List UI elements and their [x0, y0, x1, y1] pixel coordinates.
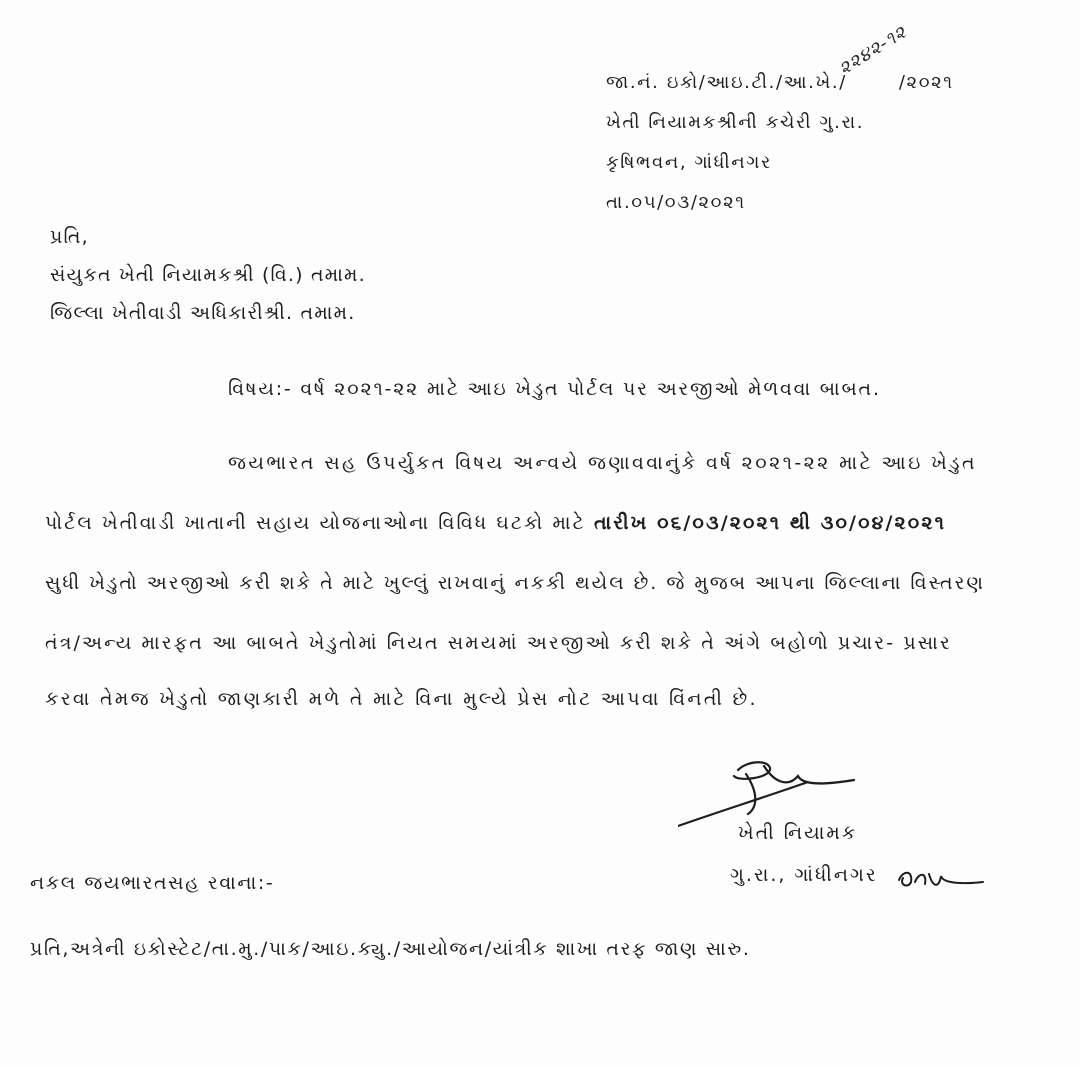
- reference-number: [606, 72, 954, 93]
- office-address: કૃષિભવન, ગાંધીનગર: [606, 152, 772, 173]
- reference-number-year: /૨૦૨૧: [898, 72, 954, 93]
- signatory-organization: ગુ.રા., ગાંધીનગર: [730, 864, 878, 886]
- reference-number-prefix: જા.નં. ઇકો/આઇ.ટી./આ.ખે./: [606, 72, 847, 93]
- body-line-1: જયભારત સહ ઉપર્યુકત વિષય અન્વયે જણાવવાનુંકે વર્ષ ૨૦૨૧-૨૨ માટે આઇ ખેડુત: [228, 452, 977, 474]
- body-line-5: કરવા તેમજ ખેડુતો જાણકારી મળે તે માટે વિના મુલ્યે પ્રેસ નોટ આપવા વિંનતી છે.: [45, 688, 758, 710]
- handwritten-reference-number: ૨૨૪૨-૧૨: [835, 21, 911, 80]
- signatory-title: ખેતી નિયામક: [738, 822, 858, 844]
- body-line-2-dates: તારીખ ૦૬/૦૩/૨૦૨૧ થી ૩૦/૦૪/૨૦૨૧: [593, 512, 946, 534]
- recipient-line-2: જિલ્લા ખેતીવાડી અધિકારીશ્રી. તમામ.: [50, 302, 356, 324]
- body-line-2-text: પોર્ટલ ખેતીવાડી ખાતાની સહાય યોજનાઓના વિવિધ ઘટકો માટે: [45, 512, 594, 534]
- recipient-line-1: સંયુકત ખેતી નિયામકશ્રી (વિ.) તમામ.: [50, 264, 366, 286]
- body-line-4: તંત્ર/અન્ય મારફત આ બાબતે ખેડુતોમાં નિયત સમયમાં અરજીઓ કરી શકે તે અંગે બહોળો પ્રચાર- પ્રસાર: [45, 632, 952, 654]
- initials-scribble: [895, 862, 985, 896]
- subject-line: વિષય:- વર્ષ ૨૦૨૧-૨૨ માટે આઇ ખેડુત પોર્ટલ પર અરજીઓ મેળવવા બાબત.: [228, 378, 881, 400]
- body-line-2: [45, 512, 946, 534]
- copy-forwarded-label: નકલ જયભારતસહ રવાના:-: [30, 872, 275, 894]
- letter-date: તા.૦૫/૦૩/૨૦૨૧: [606, 192, 746, 213]
- copy-forwarded-to: પ્રતિ,અત્રેની ઇકોસ્ટેટ/તા.મુ./પાક/આઇ.ક્યુ./આયોજન/યાંત્રીક શાખા તરફ જાણ સારુ.: [30, 938, 751, 960]
- body-line-3: સુધી ખેડુતો અરજીઓ કરી શકે તે માટે ખુલ્લું રાખવાનું નકકી થયેલ છે. જે મુજબ આપના જિલ્લાના વિસ્તરણ: [45, 572, 985, 594]
- signature-scribble: [678, 752, 868, 832]
- office-name: ખેતી નિયામકશ્રીની કચેરી ગુ.રા.: [606, 112, 865, 133]
- recipient-label: પ્રતિ,: [50, 226, 89, 248]
